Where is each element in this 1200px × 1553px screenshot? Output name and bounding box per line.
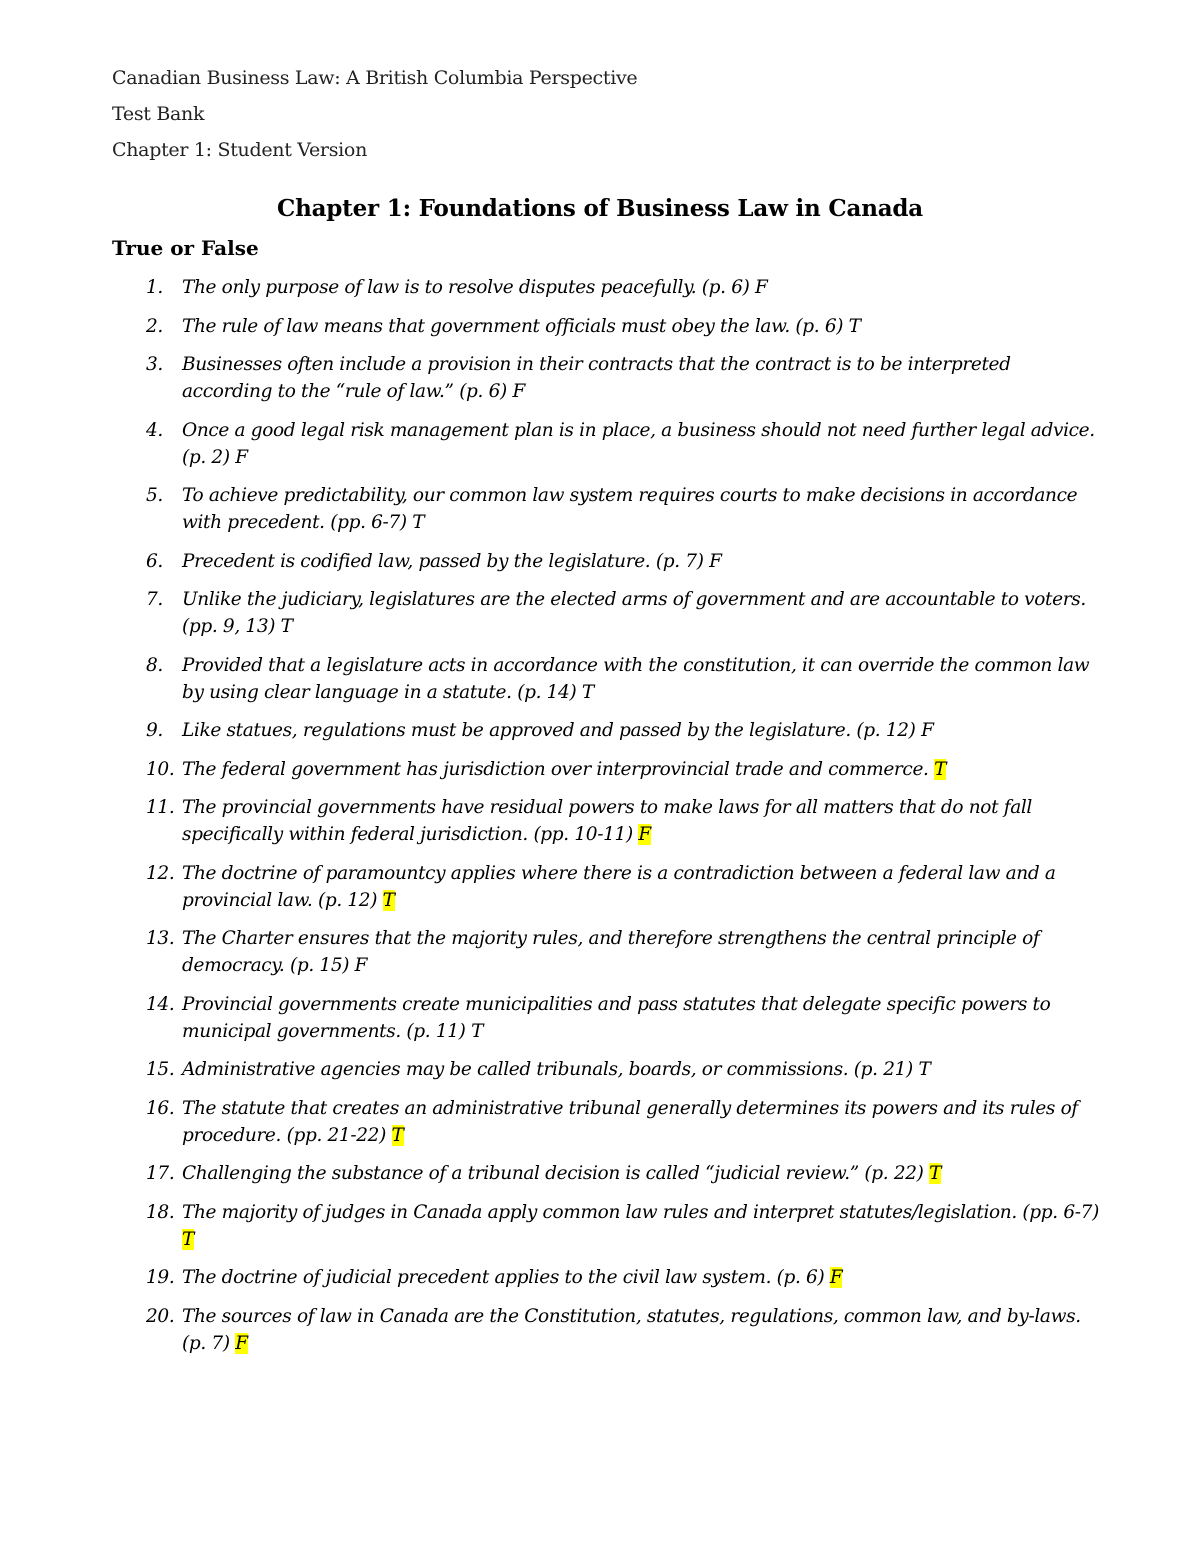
answer: F	[354, 955, 368, 976]
question-item	[0, 351, 1200, 405]
question-number: 13.	[146, 928, 175, 949]
question-text: The provincial governments have residual powers to make laws for all matters that do not fall specifically within federal jurisdiction. (pp. 10-11)	[182, 797, 1033, 845]
question-item	[0, 313, 1200, 340]
question-item	[0, 1056, 1200, 1083]
question-item	[0, 717, 1200, 744]
answer: T	[412, 512, 425, 533]
answer: T	[918, 1059, 931, 1080]
question-item	[0, 274, 1200, 301]
question-item	[0, 1160, 1200, 1187]
question-item	[0, 548, 1200, 575]
question-item	[0, 417, 1200, 471]
answer-highlighted: T	[929, 1163, 942, 1184]
question-item	[0, 794, 1200, 848]
question-text: Businesses often include a provision in their contracts that the contract is to be interpreted according to the “rule of law.” (p. 6)	[182, 354, 1011, 402]
question-text: The Charter ensures that the majority rules, and therefore strengthens the central principle of democracy. (p. 15)	[182, 928, 1040, 976]
answer-highlighted: F	[235, 1332, 248, 1354]
question-item	[0, 991, 1200, 1045]
answer: T	[581, 681, 594, 703]
question-number: 1.	[146, 277, 163, 298]
answer-highlighted: F	[829, 1267, 843, 1288]
question-item	[0, 482, 1200, 536]
question-item	[0, 1199, 1200, 1253]
answer-highlighted: F	[638, 824, 651, 845]
question-item	[0, 925, 1200, 979]
question-text: Once a good legal risk management plan is in place, a business should not need further legal advice. (p. 2)	[182, 419, 1095, 468]
question-text: Administrative agencies may be called tribunals, boards, or commissions. (p. 21)	[182, 1059, 919, 1080]
answer-highlighted: T	[934, 758, 947, 780]
question-text: Unlike the judiciary, legislatures are the elected arms of government and are accountable to voters. (pp. 9, 13)	[182, 589, 1086, 637]
question-item	[0, 1303, 1200, 1357]
answer: T	[848, 315, 861, 337]
question-text: The sources of law in Canada are the Constitution, statutes, regulations, common law, and by-laws. (p. 7)	[182, 1305, 1081, 1354]
chapter-version: Chapter 1: Student Version	[112, 139, 368, 161]
question-number: 12.	[146, 862, 175, 884]
question-text: The statute that creates an administrative tribunal generally determines its powers and its rules of procedure. (pp. 21-22)	[182, 1097, 1078, 1146]
answer-highlighted: T	[182, 1228, 194, 1250]
chapter-title: Chapter 1: Foundations of Business Law in Canada	[276, 195, 924, 222]
question-text: The federal government has jurisdiction over interprovincial trade and commerce.	[182, 758, 935, 780]
question-text: Provincial governments create municipalities and pass statutes that delegate specific powers to municipal governments. (p. 11)	[182, 993, 1051, 1042]
question-text: To achieve predictability, our common law system requires courts to make decisions in accordance with precedent. (pp. 6-7)	[182, 485, 1078, 533]
section-title: True or False	[112, 236, 259, 260]
question-number: 14.	[146, 993, 175, 1015]
question-number: 20.	[146, 1305, 175, 1327]
question-number: 16.	[146, 1097, 175, 1119]
question-text: The only purpose of law is to resolve disputes peacefully. (p. 6)	[182, 277, 756, 298]
question-number: 19.	[146, 1267, 175, 1288]
question-text: The doctrine of paramountcy applies where there is a contradiction between a federal law and a provincial law. (p. 12)	[182, 862, 1056, 911]
question-number: 2.	[146, 315, 163, 337]
answer: F	[755, 277, 768, 298]
question-number: 4.	[146, 419, 163, 441]
question-item	[0, 756, 1200, 783]
question-item	[0, 586, 1200, 640]
question-number: 15.	[146, 1059, 175, 1080]
question-number: 5.	[146, 485, 163, 506]
question-number: 11.	[146, 797, 175, 818]
answer: F	[921, 720, 934, 741]
question-item	[0, 860, 1200, 914]
answer: F	[709, 550, 722, 572]
answer-highlighted: T	[391, 1124, 404, 1146]
question-number: 7.	[146, 589, 163, 610]
answer-highlighted: T	[382, 889, 395, 911]
question-number: 3.	[146, 354, 163, 375]
document-type: Test Bank	[112, 103, 205, 125]
question-item	[0, 652, 1200, 706]
question-text: Provided that a legislature acts in accordance with the constitution, it can override the common law by using clear language in a statute. (p. 14)	[182, 654, 1090, 703]
question-text: The rule of law means that government officials must obey the law. (p. 6)	[182, 315, 849, 337]
question-text: Precedent is codified law, passed by the legislature. (p. 7)	[182, 550, 710, 572]
answer: F	[512, 381, 525, 402]
question-number: 9.	[146, 720, 163, 741]
question-number: 10.	[146, 758, 175, 780]
question-list	[0, 274, 1200, 1368]
question-number: 8.	[146, 654, 163, 676]
question-text: Challenging the substance of a tribunal decision is called “judicial review.” (p. 22)	[182, 1163, 930, 1184]
answer: T	[471, 1020, 484, 1042]
question-item	[0, 1095, 1200, 1149]
question-text: The majority of judges in Canada apply common law rules and interpret statutes/legislation. (pp. 6-7)	[182, 1201, 1099, 1223]
question-number: 6.	[146, 550, 163, 572]
book-title: Canadian Business Law: A British Columbia Perspective	[112, 67, 638, 89]
answer: F	[235, 446, 248, 468]
question-number: 17.	[146, 1163, 175, 1184]
answer: T	[280, 616, 293, 637]
question-text: The doctrine of judicial precedent applies to the civil law system. (p. 6)	[182, 1267, 830, 1288]
question-item	[0, 1264, 1200, 1291]
question-text: Like statues, regulations must be approved and passed by the legislature. (p. 12)	[182, 720, 922, 741]
question-number: 18.	[146, 1201, 175, 1223]
